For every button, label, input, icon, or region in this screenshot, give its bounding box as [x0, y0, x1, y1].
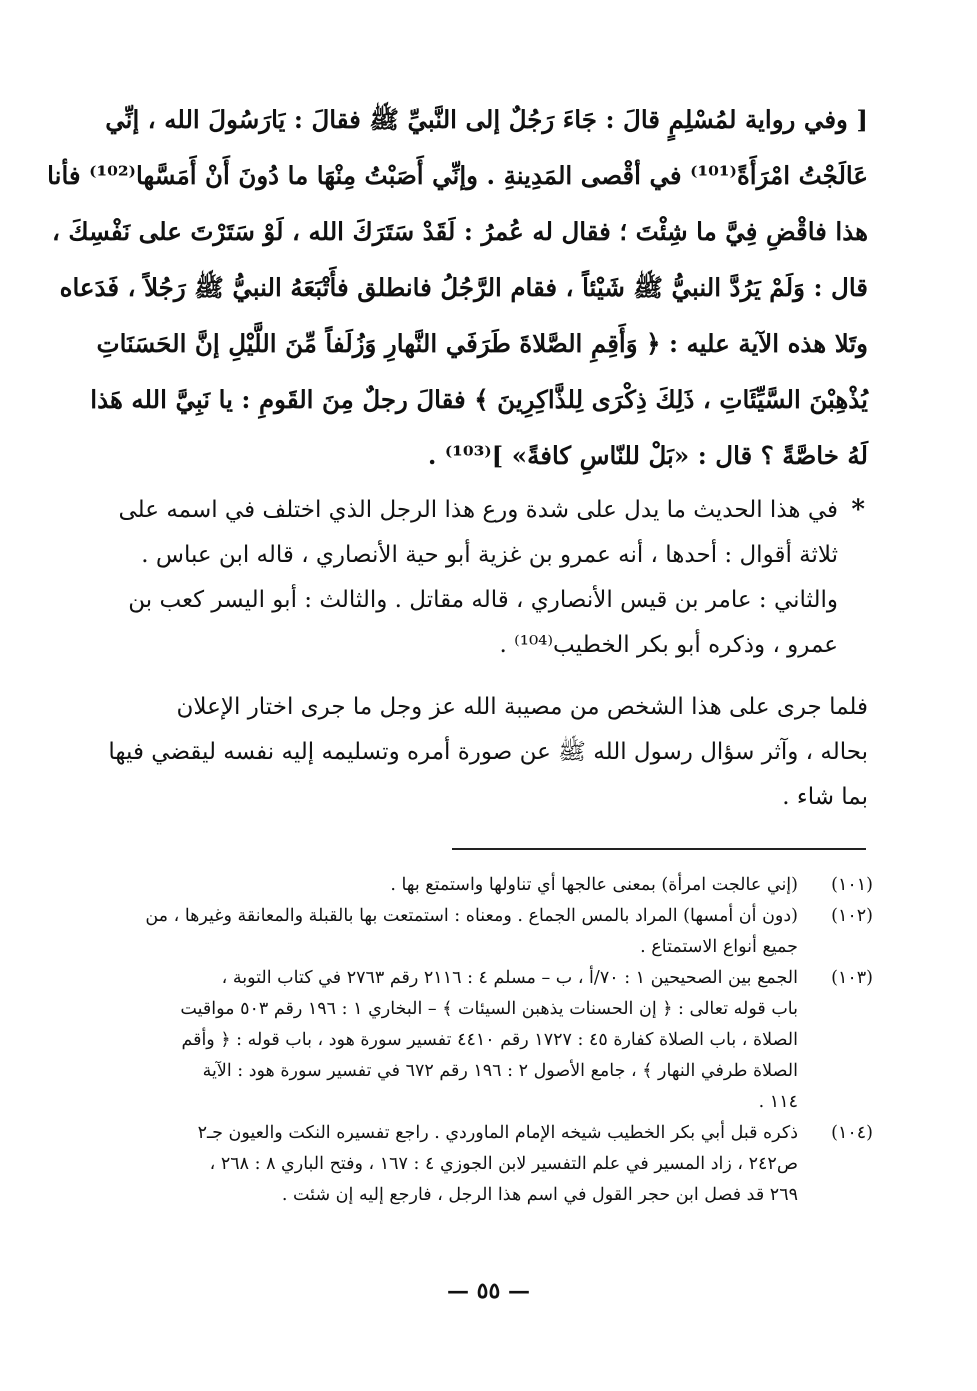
footnotes — [118, 870, 873, 1211]
commentary-paragraph — [118, 488, 838, 668]
footnote-line: (دون أن أمسها) المراد بالمس الجماع . ومعناه : استمتعت بها بالقبلة والمعانقة وغيرها ، من — [145, 906, 798, 926]
text-line: بما شاء . — [782, 784, 868, 810]
text-line: وتَلا هذه الآية عليه : ﴿ وَأَقِمِ الصَّلاةَ طَرَفَي النَّهارِ وَزُلَفاً مِّنَ اللَّيْلِ إنَّ الحَسَنَاتِ — [96, 329, 868, 358]
text-line: قال : وَلَمْ يَرُدَّ النبيُّ ﷺ شَيْئاً ، فقام الرَّجُلُ فانطلق فأَتْبَعَهُ النبيُّ ﷺ رَجُلاً ، فَدَعاه — [59, 273, 868, 302]
text-line: هذا فاقْضِ فِيَّ ما شِئْتَ ؛ فقال له عُمرُ : لَقَدْ سَتَرَكَ الله ، لَوْ سَتَرْتَ على نَفْسِكَ ، — [51, 217, 868, 246]
footnote-line: ١١٤ . — [758, 1092, 798, 1112]
footnote-101 — [118, 870, 873, 901]
footnote-line: ٢٦٩ قد فصل ابن حجر القول في اسم هذا الرجل ، فارجع إليه إن شئت . — [281, 1185, 798, 1205]
footnote-number: (١٠٣) — [831, 968, 873, 988]
footnote-line: الصلاة طرفي النهار ﴾ ، جامع الأصول ٢ : ١٩٦ رقم ٦٧٢ في تفسير سورة هود : الآية — [202, 1061, 798, 1081]
text-line: عَالَجْتُ امْرَأَةً⁽¹⁰¹⁾ في أقْصى المَدِينةِ . وإنِّي أَصَبْتُ مِنْهَا ما دُونَ أَنْ أَمَسَّها⁽¹⁰²⁾ فأنا — [47, 161, 868, 190]
text-line: عمرو ، وذكره أبو بكر الخطيب⁽¹⁰⁴⁾ . — [499, 632, 838, 658]
text-line: يُذْهِبْنَ السَّيِّئَاتِ ، ذَلِكَ ذِكْرَى لِلذَّاكِرِينَ ﴾ فقالَ رجلٌ مِنَ القَومِ : يا نَبِيَّ الله هَذا — [90, 385, 868, 414]
footnote-divider — [452, 848, 866, 850]
page-number: — ٥٥ — — [447, 1278, 530, 1304]
footnote-number: (١٠١) — [831, 875, 873, 895]
footnote-line: (إني عالجت امرأة) بمعنى عالجها أي تناولها واستمتع بها . — [390, 875, 798, 895]
asterisk-marker: * — [851, 495, 865, 525]
text-line: والثاني : عامر بن قيس الأنصاري ، قاله مقاتل . والثالث : أبو اليسر كعب بن — [128, 587, 838, 613]
hadith-text — [47, 92, 868, 484]
footnote-number: (١٠٤) — [831, 1123, 873, 1143]
footnote-104 — [118, 1118, 873, 1211]
text-line: لَهُ خاصَّةً ؟ قال : «بَلْ للنّاسِ كافةً» ]⁽¹⁰³⁾ . — [427, 441, 868, 470]
text-line: في هذا الحديث ما يدل على شدة ورع هذا الرجل الذي اختلف في اسمه على — [118, 497, 838, 523]
footnote-line: الجمع بين الصحيحين ١ : ٧٠/أ ، ب – مسلم ٤ : ٢١١٦ رقم ٢٧٦٣ في كتاب التوبة ، — [221, 968, 798, 988]
footnote-line: ص٢٤٢ ، زاد المسير في علم التفسير لابن الجوزي ٤ : ١٦٧ ، وفتح الباري ٨ : ٢٦٨ ، — [209, 1154, 798, 1174]
text-line: بحاله ، وآثر سؤال رسول الله ﷺ عن صورة أمره وتسليمه إليه نفسه ليقضي فيها — [108, 739, 868, 765]
footnote-103 — [118, 963, 873, 1118]
footnote-line: جميع أنواع الاستمتاع . — [640, 937, 798, 957]
footnote-line: الصلاة ، باب الصلاة كفارة ٤٥ : ١٧٢٧ رقم ٤٤١٠ تفسير سورة هود ، باب قوله : ﴿ وأقم — [181, 1030, 798, 1050]
explanation-paragraph — [108, 685, 868, 820]
footnote-number: (١٠٢) — [831, 906, 873, 926]
footnote-102 — [118, 901, 873, 963]
footnote-line: ذكره قبل أبي بكر الخطيب شيخه الإمام الماوردي . راجع تفسيره النكت والعيون جـ٢ — [197, 1123, 798, 1143]
text-line: ثلاثة أقوال : أحدها ، أنه عمرو بن غزية أبو حية الأنصاري ، قاله ابن عباس . — [141, 542, 838, 568]
footnote-line: باب قوله تعالى : ﴿ إن الحسنات يذهبن السيئات ﴾ – البخاري ١ : ١٩٦ رقم ٥٠٣ مواقيت — [180, 999, 798, 1019]
text-line: فلما جرى على هذا الشخص من مصيبة الله عز وجل ما جرى اختار الإعلان — [176, 694, 868, 720]
text-line: [ وفي رواية لمُسْلِمٍ قالَ : جَاءَ رَجُلٌ إلى النَّبيِّ ﷺ فقالَ : يَارَسُولَ الله ، إنِّي — [105, 105, 868, 134]
